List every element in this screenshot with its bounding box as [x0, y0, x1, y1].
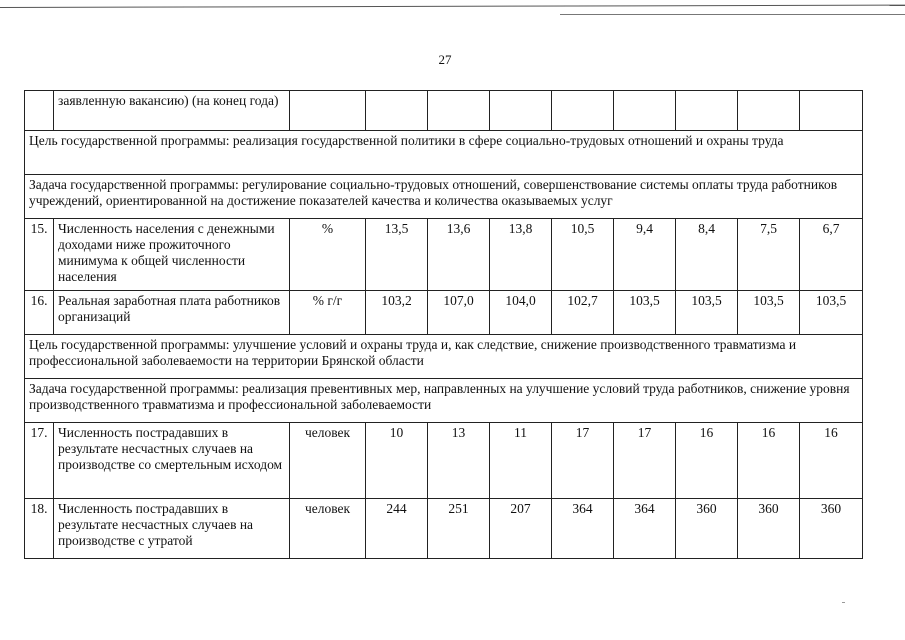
value-cell: 244	[366, 499, 428, 559]
value-cell: 360	[738, 499, 800, 559]
table-row	[25, 291, 863, 335]
value-cell	[366, 91, 428, 131]
value-cell: 360	[800, 499, 863, 559]
value-cell: 13,5	[366, 219, 428, 291]
value-cell: 103,5	[738, 291, 800, 335]
value-cell: 103,5	[676, 291, 738, 335]
indicators-table	[24, 90, 863, 559]
program-task-text: Задача государственной программы: регулирование социально-трудовых отношений, совершенствование системы оплаты труда работников учреждений, ориентированной на достижение показателей качества и количества оказываемых услуг	[25, 175, 863, 219]
indicator-name: Реальная заработная плата работников организаций	[54, 291, 290, 335]
value-cell: 8,4	[676, 219, 738, 291]
value-cell: 104,0	[490, 291, 552, 335]
unit-cell: человек	[290, 499, 366, 559]
scan-edge-line	[0, 5, 905, 8]
value-cell	[676, 91, 738, 131]
value-cell: 16	[676, 423, 738, 499]
value-cell: 10,5	[552, 219, 614, 291]
row-number: 15.	[25, 219, 54, 291]
value-cell: 103,5	[614, 291, 676, 335]
section-row	[25, 335, 863, 379]
section-row	[25, 175, 863, 219]
unit-cell: % г/г	[290, 291, 366, 335]
program-goal-text: Цель государственной программы: реализация государственной политики в сфере социально-трудовых отношений и охраны труда	[25, 131, 863, 175]
value-cell	[428, 91, 490, 131]
value-cell	[552, 91, 614, 131]
page-number: 27	[438, 52, 452, 67]
table-body	[25, 91, 863, 559]
value-cell: 10	[366, 423, 428, 499]
value-cell: 364	[614, 499, 676, 559]
value-cell: 9,4	[614, 219, 676, 291]
value-cell: 7,5	[738, 219, 800, 291]
unit-cell: человек	[290, 423, 366, 499]
value-cell	[614, 91, 676, 131]
row-number	[25, 91, 54, 131]
row-number: 18.	[25, 499, 54, 559]
program-task-text: Задача государственной программы: реализация превентивных мер, направленных на улучшение условий труда работников, снижение уровня производственного травматизма и профессиональной заболеваемости	[25, 379, 863, 423]
value-cell: 360	[676, 499, 738, 559]
unit-cell: %	[290, 219, 366, 291]
value-cell: 16	[800, 423, 863, 499]
value-cell: 6,7	[800, 219, 863, 291]
scan-speck	[842, 602, 845, 603]
section-row	[25, 379, 863, 423]
table-row	[25, 219, 863, 291]
section-row	[25, 131, 863, 175]
value-cell: 364	[552, 499, 614, 559]
value-cell: 13,6	[428, 219, 490, 291]
value-cell: 207	[490, 499, 552, 559]
value-cell: 13	[428, 423, 490, 499]
program-goal-text: Цель государственной программы: улучшение условий и охраны труда и, как следствие, снижение производственного травматизма и профессиональной заболеваемости на территории Брянской области	[25, 335, 863, 379]
value-cell: 17	[552, 423, 614, 499]
row-number: 16.	[25, 291, 54, 335]
table-row	[25, 91, 863, 131]
row-number: 17.	[25, 423, 54, 499]
unit-cell	[290, 91, 366, 131]
indicator-name: Численность пострадавших в результате несчастных случаев на производстве со смертельным исходом	[54, 423, 290, 499]
value-cell	[738, 91, 800, 131]
value-cell: 17	[614, 423, 676, 499]
value-cell: 16	[738, 423, 800, 499]
table-row	[25, 423, 863, 499]
value-cell	[800, 91, 863, 131]
scan-edge-line-secondary	[560, 14, 905, 15]
value-cell: 103,5	[800, 291, 863, 335]
value-cell: 103,2	[366, 291, 428, 335]
value-cell: 251	[428, 499, 490, 559]
value-cell: 102,7	[552, 291, 614, 335]
indicator-name: Численность населения с денежными доходами ниже прожиточного минимума к общей численности населения	[54, 219, 290, 291]
value-cell: 107,0	[428, 291, 490, 335]
table-row	[25, 499, 863, 559]
indicator-name: заявленную вакансию) (на конец года)	[54, 91, 290, 131]
value-cell	[490, 91, 552, 131]
value-cell: 13,8	[490, 219, 552, 291]
indicator-name: Численность пострадавших в результате несчастных случаев на производстве с утратой	[54, 499, 290, 559]
value-cell: 11	[490, 423, 552, 499]
